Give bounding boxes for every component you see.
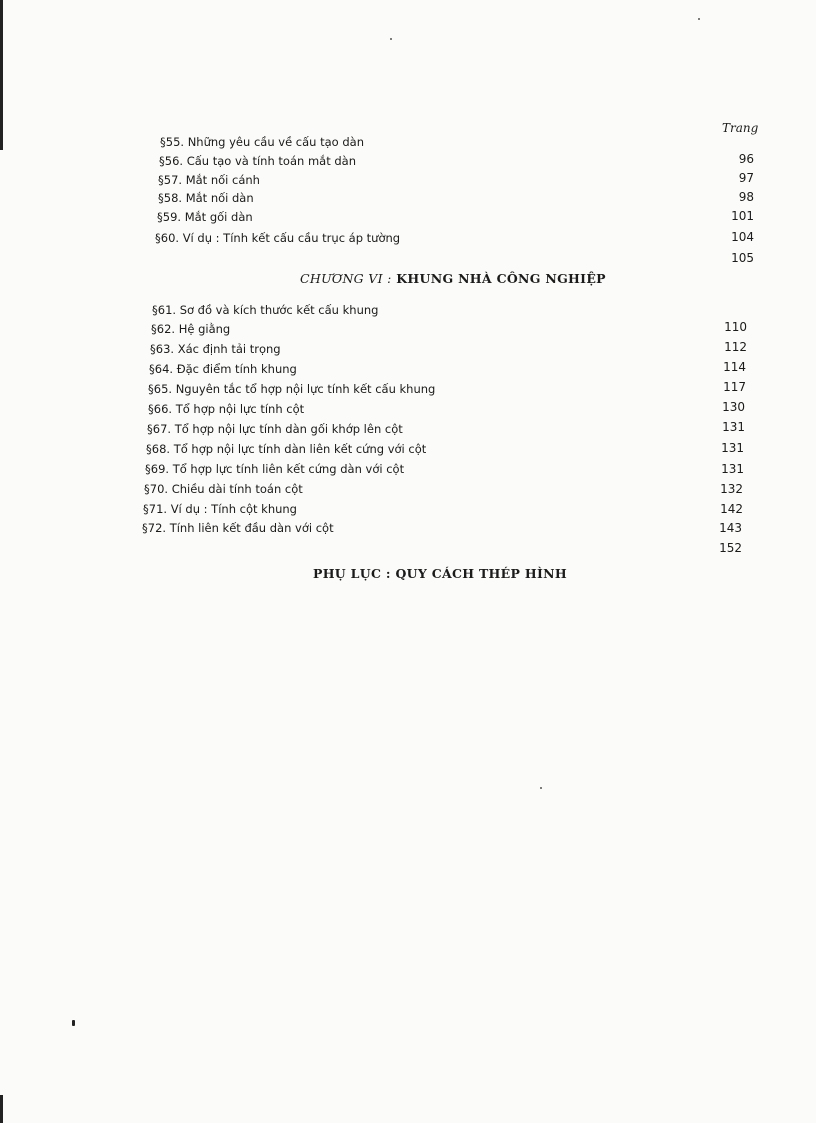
scan-speck	[390, 38, 392, 40]
toc-entry-68: §68. Tổ hợp nội lực tính dàn liên kết cứng với cột	[146, 442, 427, 456]
toc-page: 110	[724, 320, 747, 334]
toc-entry-66: §66. Tổ hợp nội lực tính cột	[148, 402, 305, 416]
appendix-label: PHỤ LỤC :	[313, 566, 391, 581]
toc-page: 143	[719, 521, 742, 535]
toc-page: 114	[723, 360, 746, 374]
toc-page: 131	[722, 420, 745, 434]
toc-page: 104	[731, 230, 754, 244]
toc-entry-57: §57. Mắt nối cánh	[158, 173, 260, 187]
chapter-label: CHƯƠNG VI :	[300, 271, 392, 286]
scan-speck	[698, 18, 700, 20]
page-column-header: Trang	[722, 121, 759, 135]
toc-page: 132	[720, 482, 743, 496]
toc-entry-71: §71. Ví dụ : Tính cột khung	[143, 502, 297, 516]
toc-page: 130	[722, 400, 745, 414]
toc-entry-67: §67. Tổ hợp nội lực tính dàn gối khớp lên cột	[147, 422, 403, 436]
toc-entry-56: §56. Cấu tạo và tính toán mắt dàn	[159, 154, 356, 168]
toc-entry-58: §58. Mắt nối dàn	[158, 191, 254, 205]
toc-page: 152	[719, 541, 742, 555]
toc-page: 97	[738, 171, 754, 185]
page-edge-shadow	[0, 0, 3, 150]
toc-page: 105	[731, 251, 754, 265]
toc-page: 117	[723, 380, 746, 394]
toc-page: 142	[720, 502, 743, 516]
chapter-title: KHUNG NHÀ CÔNG NGHIỆP	[396, 271, 606, 286]
toc-entry-61: §61. Sơ đồ và kích thước kết cấu khung	[152, 303, 379, 317]
scan-speck	[540, 787, 542, 789]
toc-entry-72: §72. Tính liên kết đầu dàn với cột	[142, 521, 334, 535]
chapter-heading	[300, 271, 606, 286]
scan-speck	[72, 1020, 75, 1026]
toc-entry-65: §65. Nguyên tắc tổ hợp nội lực tính kết cấu khung	[148, 382, 436, 396]
page-edge-shadow-bottom	[0, 1095, 3, 1123]
appendix-title: QUY CÁCH THÉP HÌNH	[395, 566, 567, 581]
toc-entry-69: §69. Tổ hợp lực tính liên kết cứng dàn với cột	[145, 462, 405, 476]
toc-entry-60: §60. Ví dụ : Tính kết cấu cầu trục áp tường	[155, 231, 401, 245]
toc-page: 96	[738, 152, 754, 166]
toc-page: 131	[721, 441, 744, 455]
toc-page: 101	[731, 209, 754, 223]
toc-entry-59: §59. Mắt gối dàn	[157, 210, 253, 224]
toc-entry-70: §70. Chiều dài tính toán cột	[144, 482, 303, 496]
toc-entry-63: §63. Xác định tải trọng	[150, 342, 281, 356]
toc-entry-62: §62. Hệ giằng	[151, 322, 231, 336]
appendix-heading	[313, 566, 567, 581]
toc-page: 98	[738, 190, 754, 204]
toc-entry-55: §55. Những yêu cầu về cấu tạo dàn	[160, 135, 364, 149]
toc-entry-64: §64. Đặc điểm tính khung	[149, 362, 297, 376]
toc-page: 112	[724, 340, 747, 354]
toc-page: 131	[721, 462, 744, 476]
